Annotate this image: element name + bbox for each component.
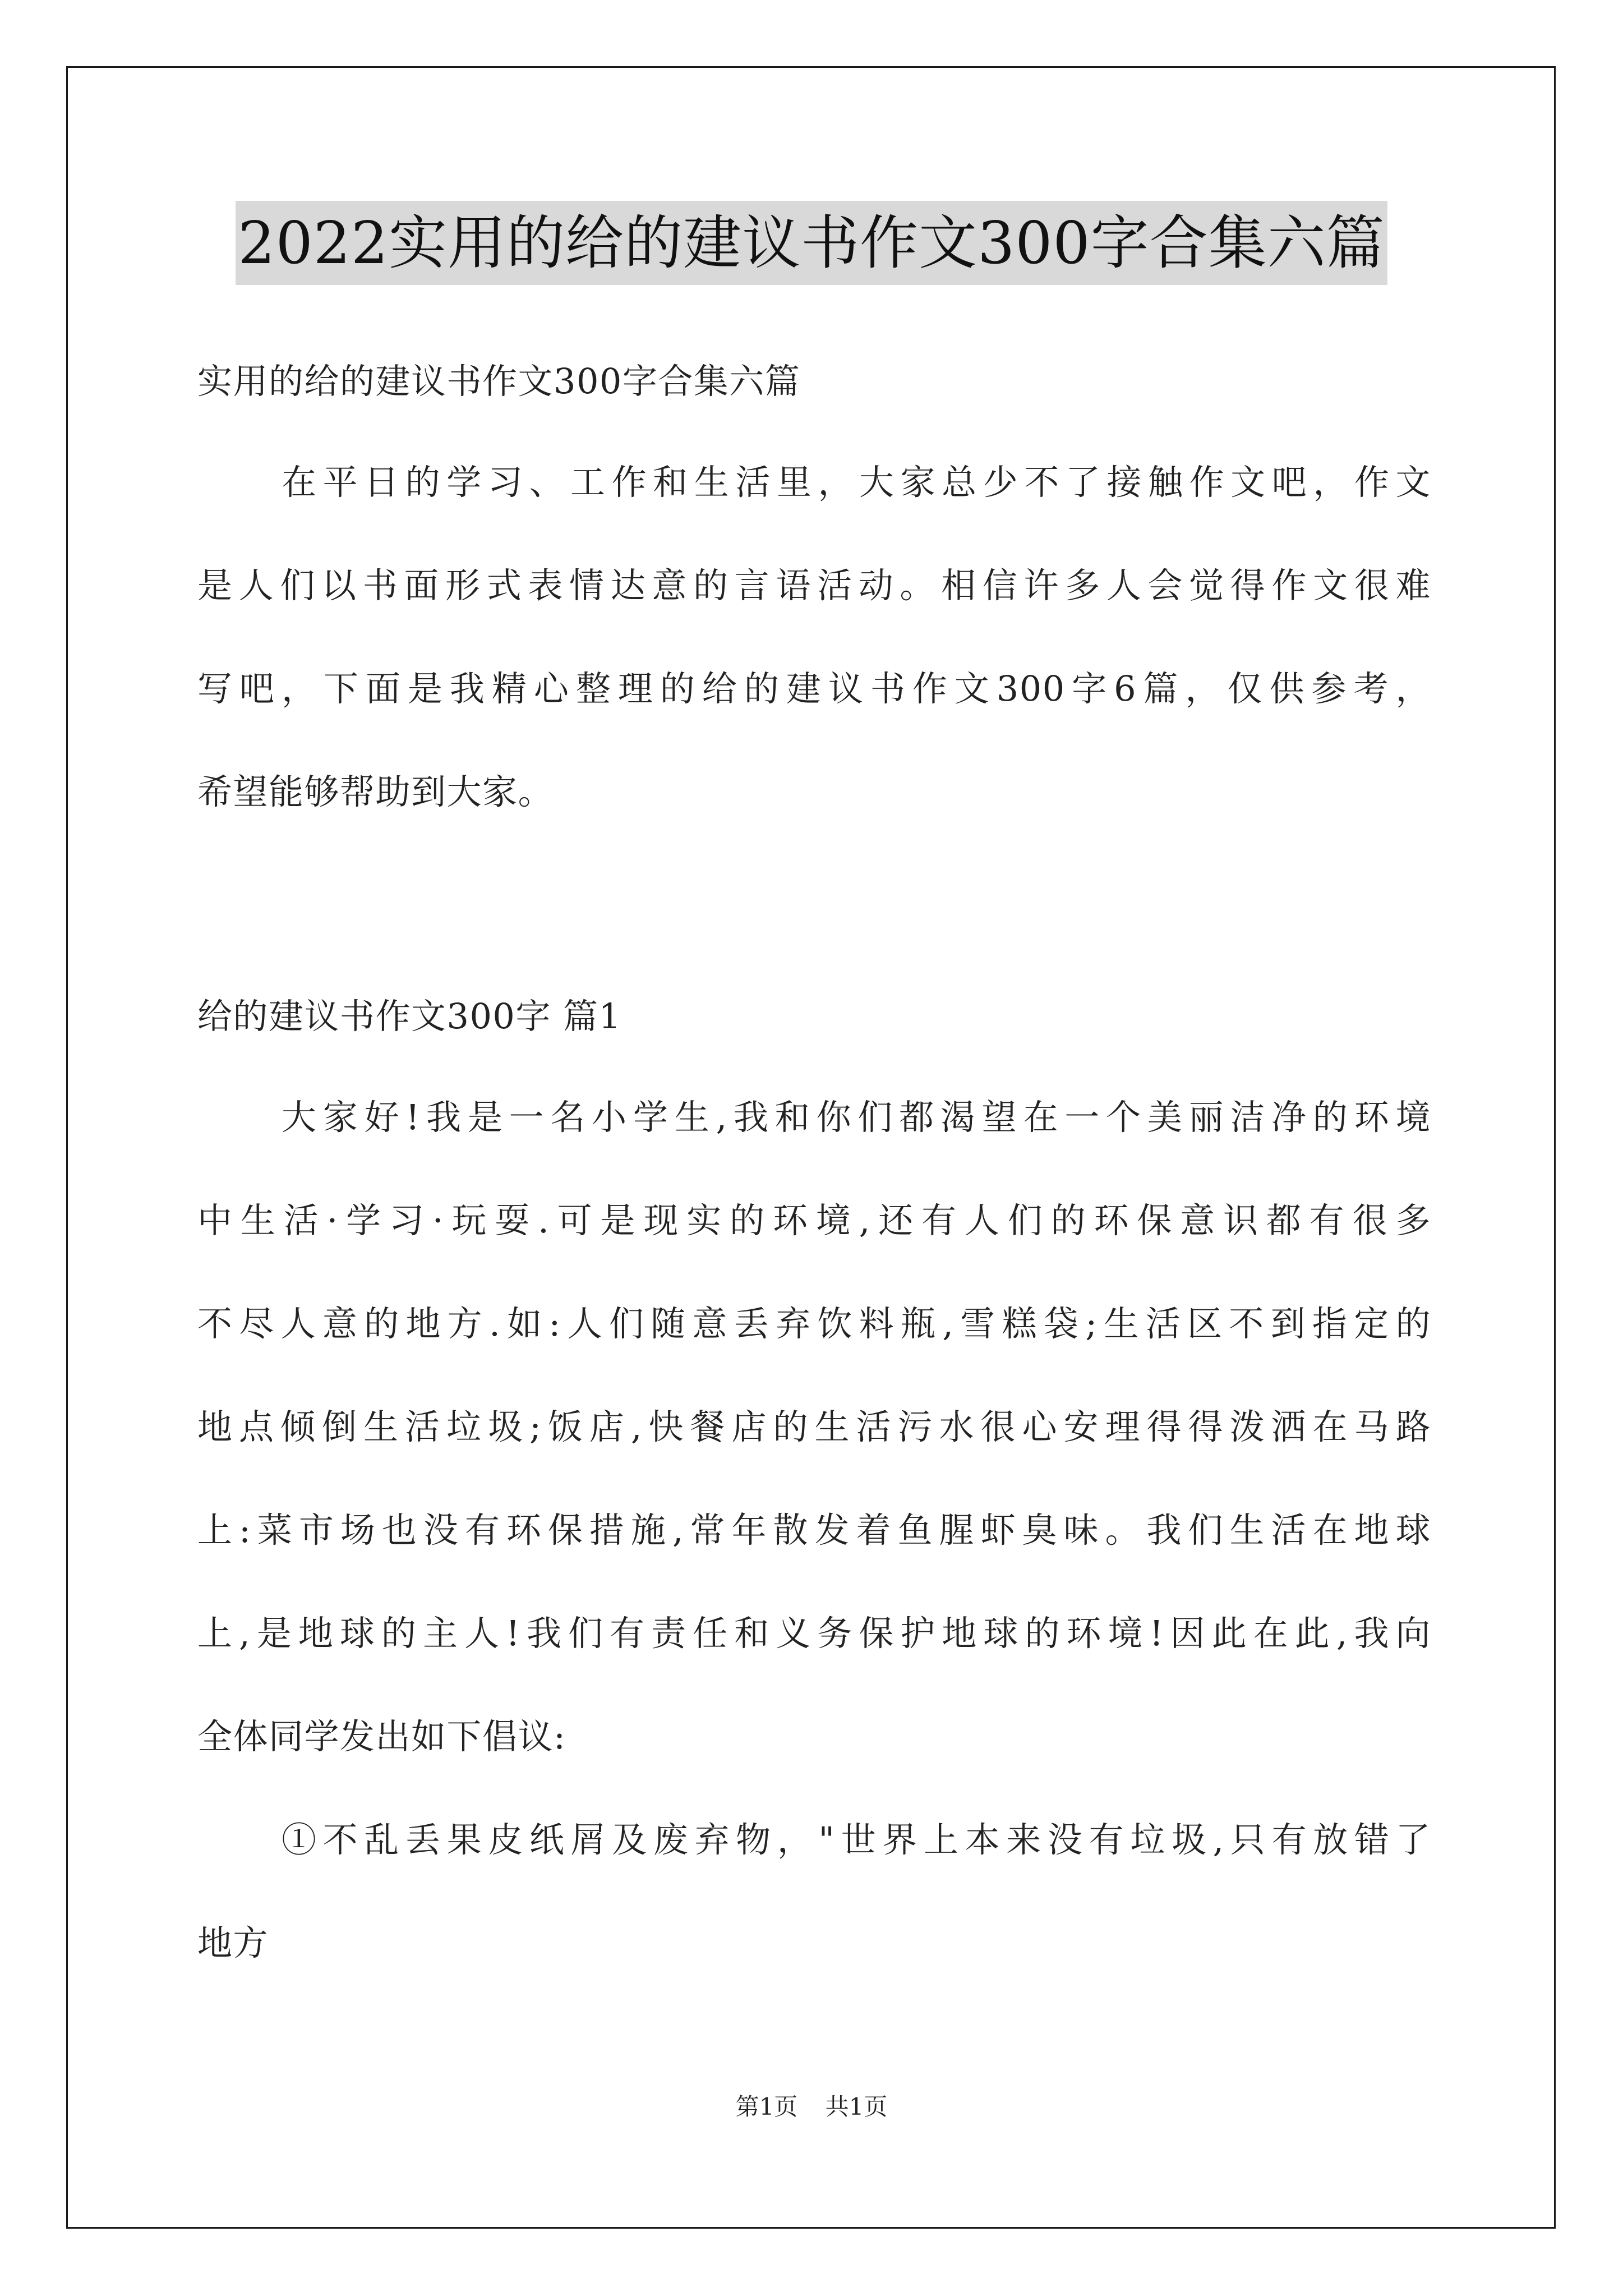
document-title-wrap bbox=[0, 201, 1623, 285]
body-line: 大家好!我是一名小学生,我和你们都渴望在一个美丽洁净的环境 bbox=[282, 1097, 1431, 1138]
body-line: 不尽人意的地方.如:人们随意丢弃饮料瓶,雪糕袋;生活区不到指定的 bbox=[197, 1303, 1431, 1344]
section-heading: 给的建议书作文300字 篇1 bbox=[197, 996, 622, 1037]
document-title: 2022实用的给的建议书作文300字合集六篇 bbox=[236, 201, 1387, 285]
body-line: 中生活·学习·玩耍.可是现实的环境,还有人们的环保意识都有很多 bbox=[197, 1200, 1431, 1241]
document-subtitle: 实用的给的建议书作文300字合集六篇 bbox=[197, 361, 801, 402]
intro-line: 希望能够帮助到大家。 bbox=[197, 771, 554, 812]
body-line: 上:菜市场也没有环保措施,常年散发着鱼腥虾臭味。我们生活在地球 bbox=[197, 1510, 1431, 1550]
body-line: 地点倾倒生活垃圾;饭店,快餐店的生活污水很心安理得得泼洒在马路 bbox=[197, 1406, 1431, 1447]
list-item-line: 地方 bbox=[197, 1922, 269, 1963]
intro-line: 在平日的学习、工作和生活里，大家总少不了接触作文吧，作文 bbox=[282, 462, 1431, 503]
page-number: 第1页 bbox=[735, 2093, 798, 2120]
body-line: 全体同学发出如下倡议: bbox=[197, 1716, 566, 1757]
list-item-line: ①不乱丢果皮纸屑及废弃物，"世界上本来没有垃圾,只有放错了 bbox=[282, 1819, 1431, 1860]
body-line: 上,是地球的主人!我们有责任和义务保护地球的环境!因此在此,我向 bbox=[197, 1613, 1431, 1654]
page-footer bbox=[0, 2091, 1623, 2123]
page-total: 共1页 bbox=[825, 2093, 888, 2120]
intro-line: 写吧，下面是我精心整理的给的建议书作文300字6篇，仅供参考， bbox=[197, 668, 1431, 709]
intro-line: 是人们以书面形式表情达意的言语活动。相信许多人会觉得作文很难 bbox=[197, 565, 1431, 606]
